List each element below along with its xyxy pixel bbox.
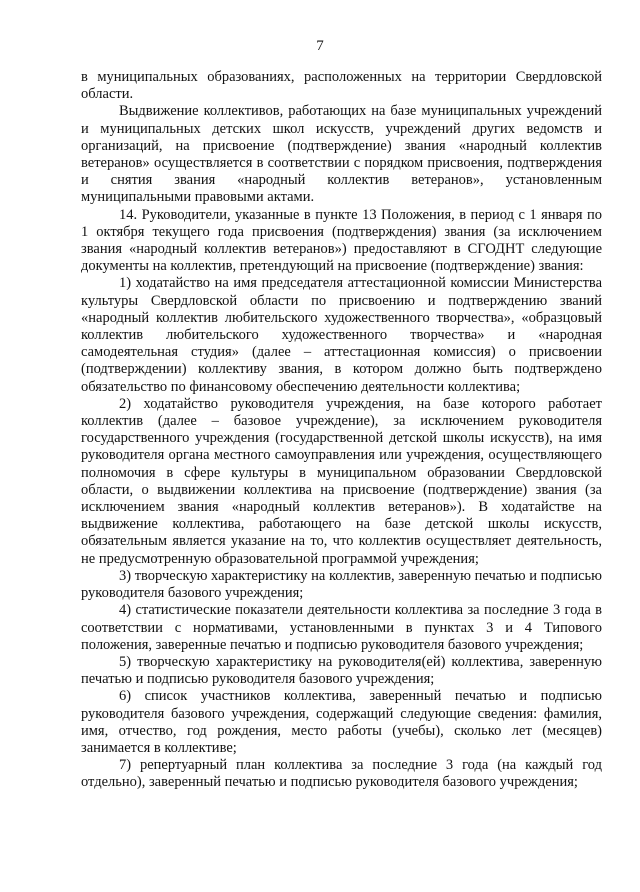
paragraph-item-14: 14. Руководители, указанные в пункте 13 Положения, в период с 1 января по 1 октября текущего года присвоения (подтверждения) звания (за исключением звания «народный коллектив ветеранов») предоставляют в СГОДНТ следующие документы на коллектив, претендующий на присвоение (подтверждение) звания:	[81, 206, 602, 275]
list-item-6: 6) список участников коллектива, заверенный печатью и подписью руководителя базового учреждения, содержащий следующие сведения: фамилия, имя, отчество, год рождения, место работы (учебы), сколько лет (месяцев) занимается в коллективе;	[81, 688, 602, 756]
paragraph-veterans-nomination: Выдвижение коллективов, работающих на базе муниципальных учреждений и муниципальных детских школ искусств, учреждений других ведомств и организаций, на присвоение (подтверждение) звания «народный коллектив ветеранов» осуществляется в соответствии с порядком присвоения, подтверждения и снятия звания «народный коллектив ветеранов», установленным муниципальными правовыми актами.	[81, 103, 602, 206]
document-body	[81, 69, 602, 792]
list-item-1: 1) ходатайство на имя председателя аттестационной комиссии Министерства культуры Свердловской области по присвоению и подтверждению званий «народный коллектив любительского художественного творчества», «образцовый коллектив любительского художественного творчества» и «народная самодеятельная студия» (далее – аттестационная комиссия) о присвоении (подтверждении) коллективу звания, в котором должно быть подтверждено обязательство по финансовому обеспечению деятельности коллектива;	[81, 275, 602, 395]
list-item-2: 2) ходатайство руководителя учреждения, на базе которого работает коллектив (далее – базовое учреждение), за исключением руководителя государственного учреждения (государственной детской школы искусств), на имя руководителя органа местного самоуправления или учреждения, осуществляющего полномочия в сфере культуры в муниципальном образовании Свердловской области, о выдвижении коллектива на присвоение (подтверждение) звания (за исключением звания «народный коллектив ветеранов»). В ходатайстве на выдвижение коллектива, работающего на базе детской школы искусств, обязательным является указание на то, что коллектив осуществляет деятельность, не предусмотренную образовательной программой учреждения;	[81, 395, 602, 567]
list-item-7: 7) репертуарный план коллектива за последние 3 года (на каждый год отдельно), заверенный печатью и подписью руководителя базового учреждения;	[81, 757, 602, 791]
list-item-3: 3) творческую характеристику на коллектив, заверенную печатью и подписью руководителя базового учреждения;	[81, 567, 602, 602]
list-item-5: 5) творческую характеристику на руководителя(ей) коллектива, заверенную печатью и подписью руководителя базового учреждения;	[81, 653, 602, 688]
paragraph-continuation: в муниципальных образованиях, расположенных на территории Свердловской области.	[81, 69, 602, 103]
list-item-4: 4) статистические показатели деятельности коллектива за последние 3 года в соответствии с нормативами, установленными в пунктах 3 и 4 Типового положения, заверенные печатью и подписью руководителя базового учреждения;	[81, 602, 602, 653]
page-number: 7	[316, 38, 324, 54]
